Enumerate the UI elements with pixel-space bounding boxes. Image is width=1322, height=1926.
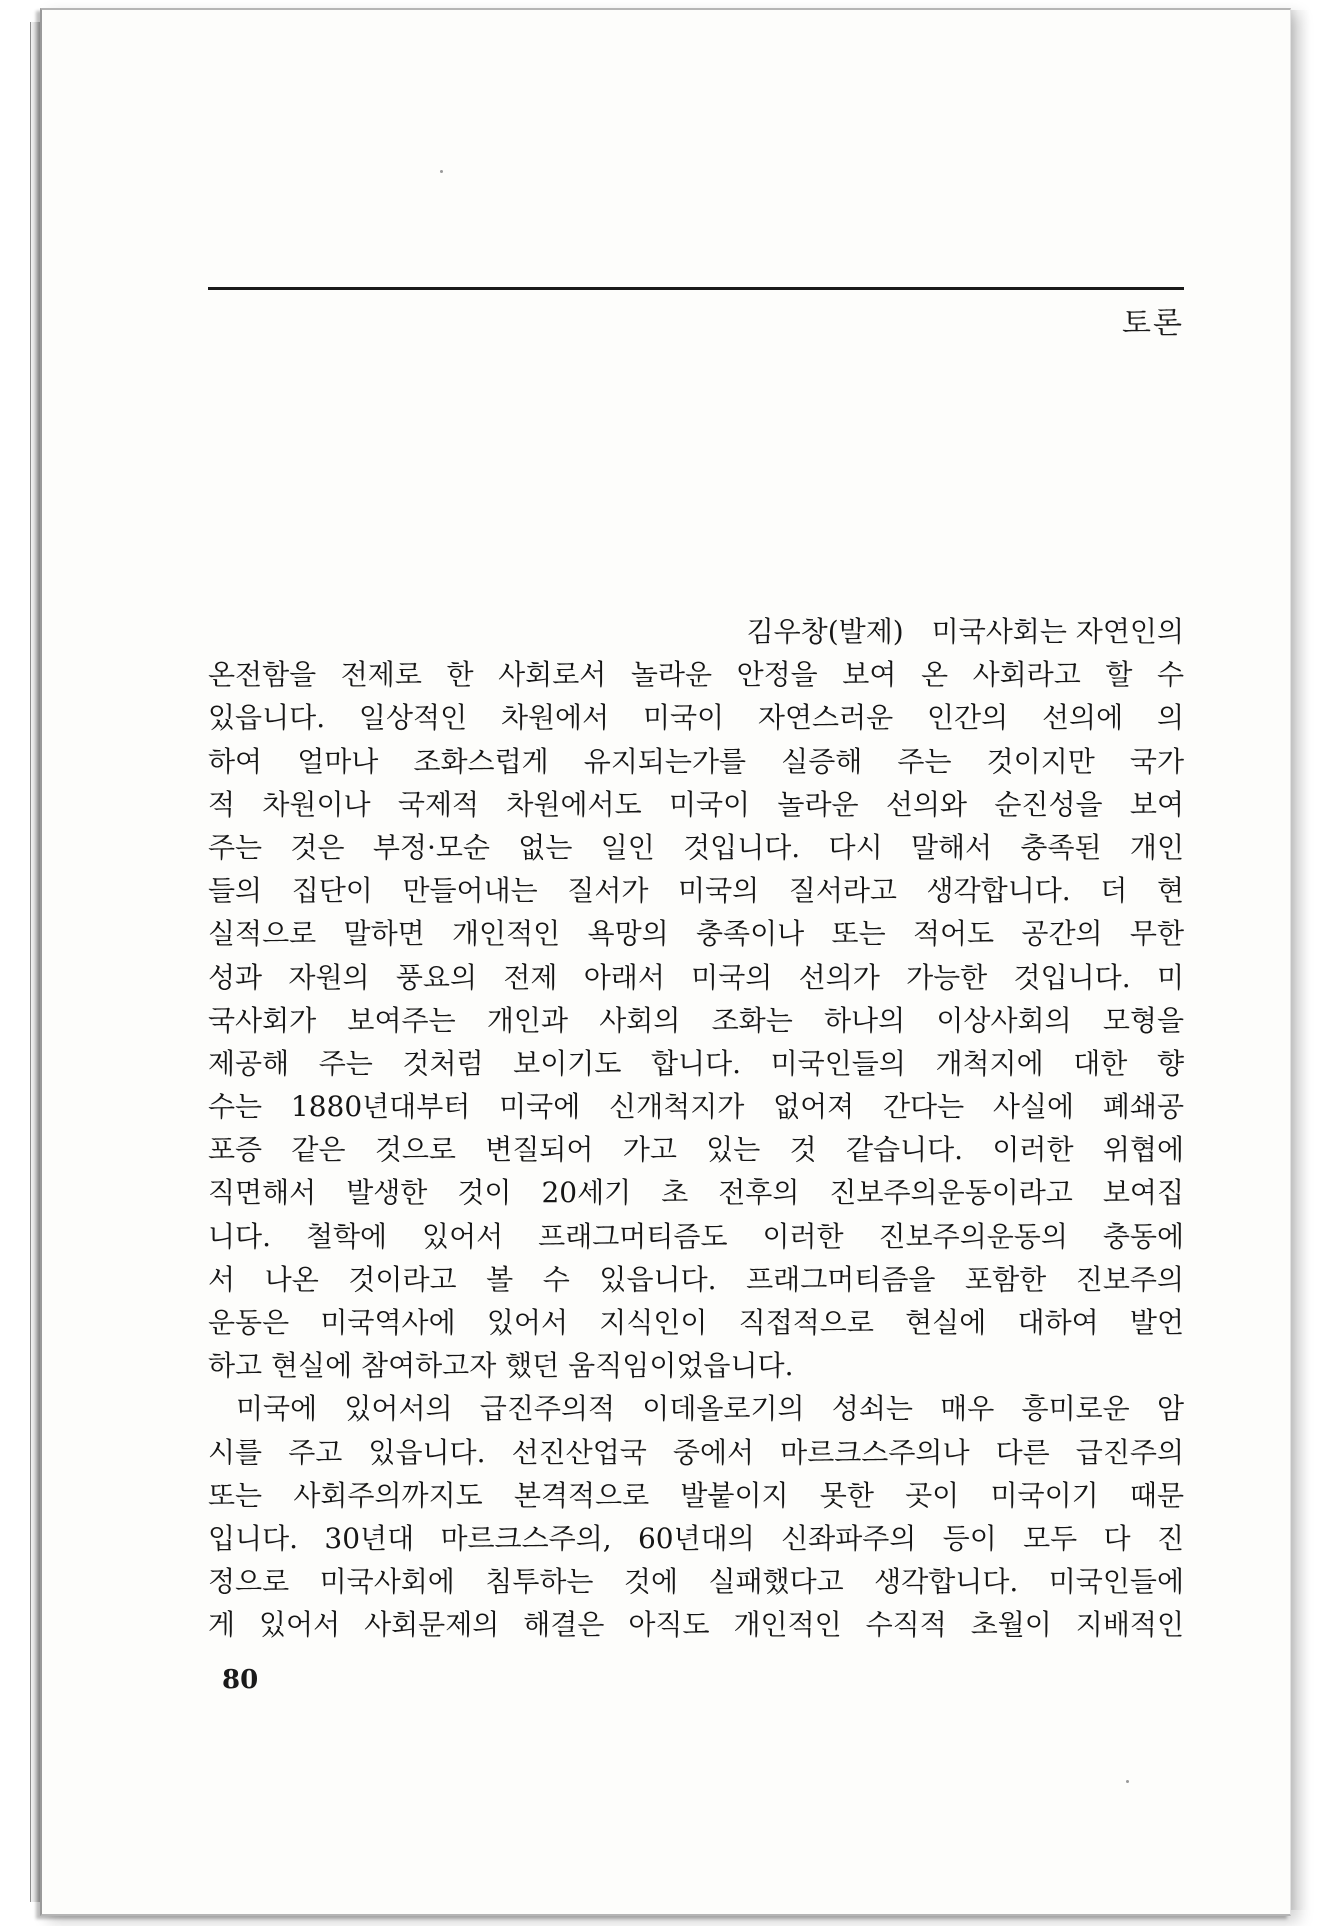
- text-line: 국사회가 보여주는 개인과 사회의 조화는 하나의 이상사회의 모형을: [208, 1003, 1184, 1037]
- text-line: 온전함을 전제로 한 사회로서 놀라운 안정을 보여 온 사회라고 할 수: [208, 658, 1184, 692]
- paper-speck: [440, 170, 443, 173]
- text-line: 적 차원이나 국제적 차원에서도 미국이 놀라운 선의와 순진성을 보여: [208, 787, 1184, 821]
- text-line: 또는 사회주의까지도 본격적으로 발붙이지 못한 곳이 미국이기 때문: [208, 1478, 1184, 1512]
- text-line: 미국에 있어서의 급진주의적 이데올로기의 성쇠는 매우 흥미로운 암: [236, 1392, 1184, 1426]
- text-line: 성과 자원의 풍요의 전제 아래서 미국의 선의가 가능한 것입니다. 미: [208, 960, 1184, 994]
- page-right-shadow: [1288, 10, 1310, 1910]
- text-line: 수는 1880년대부터 미국에 신개척지가 없어져 간다는 사실에 폐쇄공: [208, 1090, 1184, 1124]
- text-line: 포증 같은 것으로 변질되어 가고 있는 것 같습니다. 이러한 위협에: [208, 1133, 1184, 1167]
- text-line: 있읍니다. 일상적인 차원에서 미국이 자연스러운 인간의 선의에 의: [208, 701, 1184, 735]
- body-text: [208, 610, 1184, 1647]
- header-rule: [208, 287, 1184, 290]
- text-line: 주는 것은 부정·모순 없는 일인 것입니다. 다시 말해서 충족된 개인: [208, 830, 1184, 864]
- text-line: 하여 얼마나 조화스럽게 유지되는가를 실증해 주는 것이지만 국가: [208, 744, 1184, 778]
- text-line: 니다. 철학에 있어서 프래그머티즘도 이러한 진보주의운동의 충동에: [208, 1219, 1184, 1253]
- text-line: 직면해서 발생한 것이 20세기 초 전후의 진보주의운동이라고 보여집: [208, 1176, 1184, 1210]
- text-line: 정으로 미국사회에 침투하는 것에 실패했다고 생각합니다. 미국인들에: [208, 1565, 1184, 1599]
- text-line: 운동은 미국역사에 있어서 지식인이 직접적으로 현실에 대하여 발언: [208, 1306, 1184, 1339]
- text-line: 김우창(발제) 미국사회는 자연인의: [746, 615, 1184, 648]
- text-line: 게 있어서 사회문제의 해결은 아직도 개인적인 수직적 초월이 지배적인: [208, 1608, 1184, 1642]
- text-line: 입니다. 30년대 마르크스주의, 60년대의 신좌파주의 등이 모두 다 진: [208, 1521, 1184, 1555]
- running-head: 토론: [1122, 306, 1184, 341]
- paper-speck: [1126, 1780, 1129, 1783]
- text-line: 실적으로 말하면 개인적인 욕망의 충족이나 또는 적어도 공간의 무한: [208, 917, 1184, 951]
- text-line: 시를 주고 있읍니다. 선진산업국 중에서 마르크스주의나 다른 급진주의: [208, 1435, 1184, 1469]
- text-line: 들의 집단이 만들어내는 질서가 미국의 질서라고 생각합니다. 더 현: [208, 874, 1184, 908]
- text-line: 서 나온 것이라고 볼 수 있읍니다. 프래그머티즘을 포함한 진보주의: [208, 1262, 1184, 1296]
- text-line: 제공해 주는 것처럼 보이기도 합니다. 미국인들의 개척지에 대한 향: [208, 1046, 1184, 1080]
- text-line: 하고 현실에 참여하고자 했던 움직임이었읍니다.: [208, 1349, 794, 1383]
- page-number: 80: [222, 1665, 259, 1695]
